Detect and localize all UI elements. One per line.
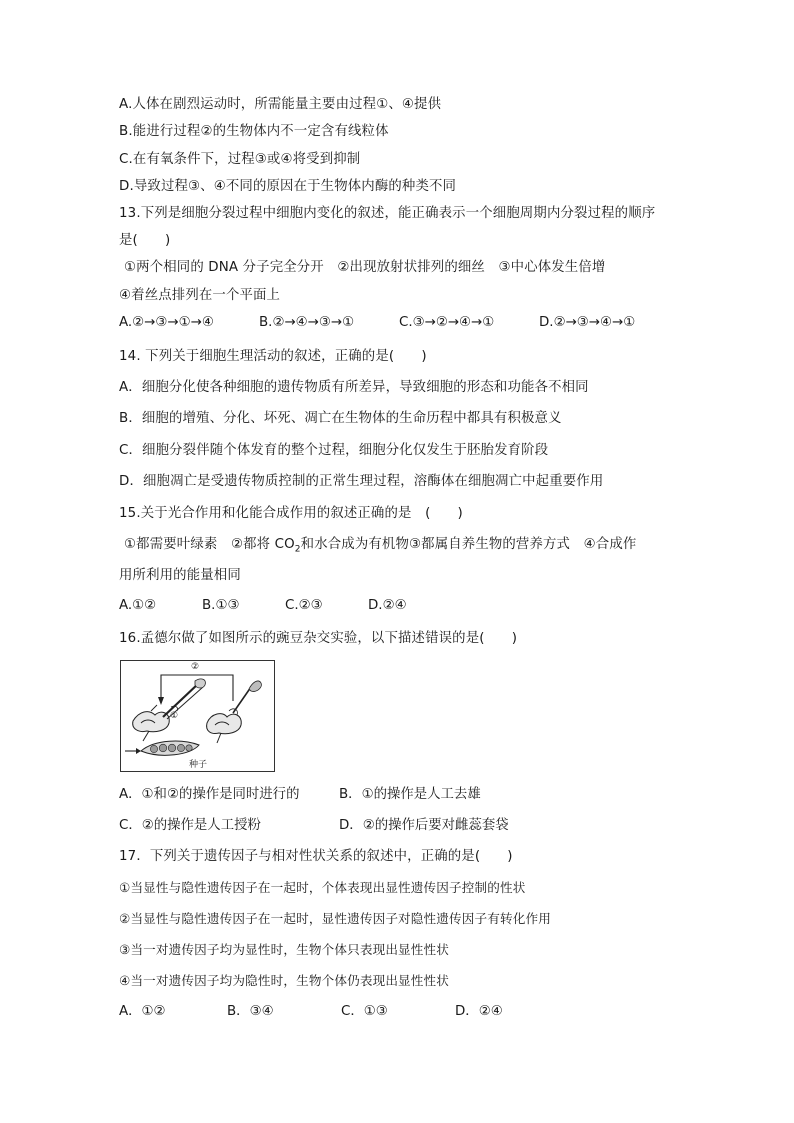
arrow-2-head (158, 697, 164, 705)
q13-stem-line2: 是( ) (119, 233, 171, 248)
figure-label-1: ① (170, 711, 179, 721)
q12-option-b: B.能进行过程②的生物体内不一定含有线粒体 (119, 124, 389, 139)
q17-stem: 17．下列关于遗传因子与相对性状关系的叙述中，正确的是( ) (119, 849, 513, 864)
q13-option-a: A.②→③→①→④ (119, 315, 214, 330)
q14-option-d: D．细胞凋亡是受遗传物质控制的正常生理过程，溶酶体在细胞凋亡中起重要作用 (119, 474, 604, 489)
q17-item-1: ①当显性与隐性遗传因子在一起时，个体表现出显性遗传因子控制的性状 (119, 880, 526, 895)
q13-items-line1: ①两个相同的 DNA 分子完全分开 ②出现放射状排列的细丝 ③中心体发生倍增 (124, 260, 606, 275)
q12-option-d: D.导致过程③、④不同的原因在于生物体内酶的种类不同 (119, 179, 457, 194)
q13-items-line2: ④着丝点排列在一个平面上 (119, 288, 281, 303)
right-flower-icon (207, 714, 242, 743)
q17-item-3: ③当一对遗传因子均为显性时，生物个体只表现出显性性状 (119, 942, 450, 957)
q15-option-a: A.①② (119, 598, 157, 613)
q15-option-d: D.②④ (368, 598, 407, 613)
q17-option-d: D．②④ (455, 1004, 503, 1019)
q15-items-line1-b: 和水合成为有机物③都属自养生物的营养方式 ④合成作 (300, 537, 637, 552)
q17-option-a: A．①② (119, 1004, 166, 1019)
q13-option-c: C.③→②→④→① (399, 315, 495, 330)
q13-stem-line1: 13.下列是细胞分裂过程中细胞内变化的叙述，能正确表示一个细胞周期内分裂过程的顺序 (119, 206, 656, 221)
q16-option-a: A．①和②的操作是同时进行的 (119, 787, 300, 802)
figure-label-2: ② (191, 662, 200, 672)
q15-option-c: C.②③ (285, 598, 323, 613)
q14-option-c: C．细胞分裂伴随个体发育的整个过程，细胞分化仅发生于胚胎发育阶段 (119, 443, 549, 458)
q15-items-line1 (124, 536, 636, 559)
pea-cross-figure (120, 660, 275, 772)
arrow-2-path (161, 675, 233, 703)
q12-option-a: A.人体在剧烈运动时，所需能量主要由过程①、④提供 (119, 97, 442, 112)
q16-option-c: C．②的操作是人工授粉 (119, 818, 261, 833)
q17-option-b: B．③④ (227, 1004, 274, 1019)
pea-pod-icon (141, 741, 199, 755)
q15-items-line2: 用所利用的能量相同 (119, 568, 241, 583)
pea-cross-illustration (121, 661, 274, 771)
q15-stem: 15.关于光合作用和化能合成作用的叙述正确的是 ( ) (119, 506, 463, 521)
q15-option-b: B.①③ (202, 598, 240, 613)
q17-item-4: ④当一对遗传因子均为隐性时，生物个体仍表现出显性性状 (119, 973, 450, 988)
q16-option-b: B．①的操作是人工去雄 (339, 787, 481, 802)
q15-items-line1-a: ①都需要叶绿素 ②都将 CO (124, 537, 295, 552)
q15-co2-subscript: 2 (294, 544, 301, 555)
q16-option-d: D．②的操作后要对雌蕊套袋 (339, 818, 509, 833)
q13-option-b: B.②→④→③→① (259, 315, 355, 330)
q14-stem: 14. 下列关于细胞生理活动的叙述，正确的是( ) (119, 349, 427, 364)
q13-option-d: D.②→③→④→① (539, 315, 636, 330)
q17-item-2: ②当显性与隐性遗传因子在一起时，显性遗传因子对隐性遗传因子有转化作用 (119, 911, 551, 926)
q16-stem: 16.孟德尔做了如图所示的豌豆杂交实验，以下描述错误的是( ) (119, 631, 518, 646)
q12-option-c: C.在有氧条件下，过程③或④将受到抑制 (119, 152, 361, 167)
left-flower-icon (133, 705, 170, 741)
q17-option-c: C．①③ (341, 1004, 388, 1019)
figure-label-seed: 种子 (189, 760, 208, 770)
q14-option-a: A．细胞分化使各种细胞的遗传物质有所差异，导致细胞的形态和功能各不相同 (119, 380, 589, 395)
q14-option-b: B．细胞的增殖、分化、坏死、凋亡在生物体的生命历程中都具有积极意义 (119, 411, 562, 426)
brush-icon (229, 681, 261, 715)
